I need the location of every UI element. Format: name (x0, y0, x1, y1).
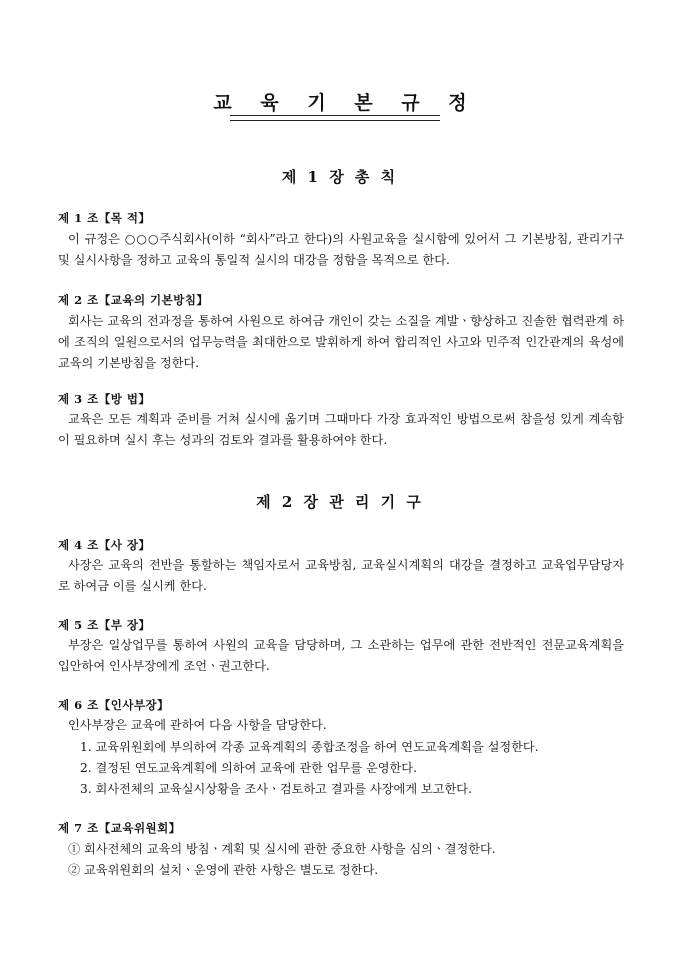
article-6-heading: 제 6 조【인사부장】 (58, 698, 170, 712)
article-6-item-1: 1. 교육위원회에 부의하여 각종 교육계획의 종합조정을 하여 연도교육계획을 설정한다. (80, 740, 539, 754)
article-4-body: 사장은 교육의 전반을 통할하는 책임자로서 교육방침, 교육실시계획의 대강을 결정하고 교육업무담당자로 하여금 이를 실시케 한다. (58, 558, 624, 593)
title-underline-bottom (230, 120, 440, 121)
chapter-1-heading: 제 1 장 총 칙 (281, 168, 399, 186)
article-7-heading: 제 7 조【교육위원회】 (58, 821, 181, 835)
chapter-2-heading: 제 2 장 관 리 기 구 (256, 493, 424, 511)
article-2-heading: 제 2 조【교육의 기본방침】 (58, 293, 209, 307)
article-7-item-2: ② 교육위원회의 설치ㆍ운영에 관한 사항은 별도로 정한다. (68, 863, 379, 877)
article-6-intro: 인사부장은 교육에 관하여 다음 사항을 담당한다. (68, 718, 327, 732)
article-5-heading: 제 5 조【부 장】 (58, 618, 151, 632)
article-6-item-3: 3. 회사전체의 교육실시상황을 조사ㆍ검토하고 결과를 사장에게 보고한다. (80, 782, 472, 796)
article-3-heading: 제 3 조【방 법】 (58, 392, 151, 406)
article-1-body: 이 규정은 ○○○주식회사(이하 “회사”라고 한다)의 사원교육을 실시함에 있어서 그 기본방침, 관리기구 및 실시사항을 정하고 교육의 통일적 실시의 대강을 정함을 목적으로 한다. (58, 232, 624, 267)
title-underline-top (230, 115, 440, 116)
article-7-item-1: ① 회사전체의 교육의 방침ㆍ계획 및 실시에 관한 중요한 사항을 심의ㆍ결정한다. (68, 842, 496, 856)
article-1-heading: 제 1 조【목 적】 (58, 211, 151, 225)
article-2-body: 회사는 교육의 전과정을 통하여 사원으로 하여금 개인이 갖는 소질을 계발ㆍ향상하고 진솔한 협력관계 하에 조직의 일원으로서의 업무능력을 최대한으로 발휘하게 하여 합리적인 사고와 민주적 인간관계의 육성에 교육의 기본방침을 정한다. (58, 314, 624, 370)
article-4-heading: 제 4 조【사 장】 (58, 538, 151, 552)
article-6-item-2: 2. 결정된 연도교육계획에 의하여 교육에 관한 업무를 운영한다. (80, 761, 417, 775)
article-3-body: 교육은 모든 계획과 준비를 거쳐 실시에 옮기며 그때마다 가장 효과적인 방법으로써 참을성 있게 계속함이 필요하며 실시 후는 성과의 검토와 결과를 활용하여야 한다. (58, 412, 624, 447)
document-title: 교 육 기 본 규 정 (213, 92, 478, 114)
article-5-body: 부장은 일상업무를 통하여 사원의 교육을 담당하며, 그 소관하는 업무에 관한 전반적인 전문교육계획을 입안하여 인사부장에게 조언ㆍ권고한다. (58, 638, 624, 673)
